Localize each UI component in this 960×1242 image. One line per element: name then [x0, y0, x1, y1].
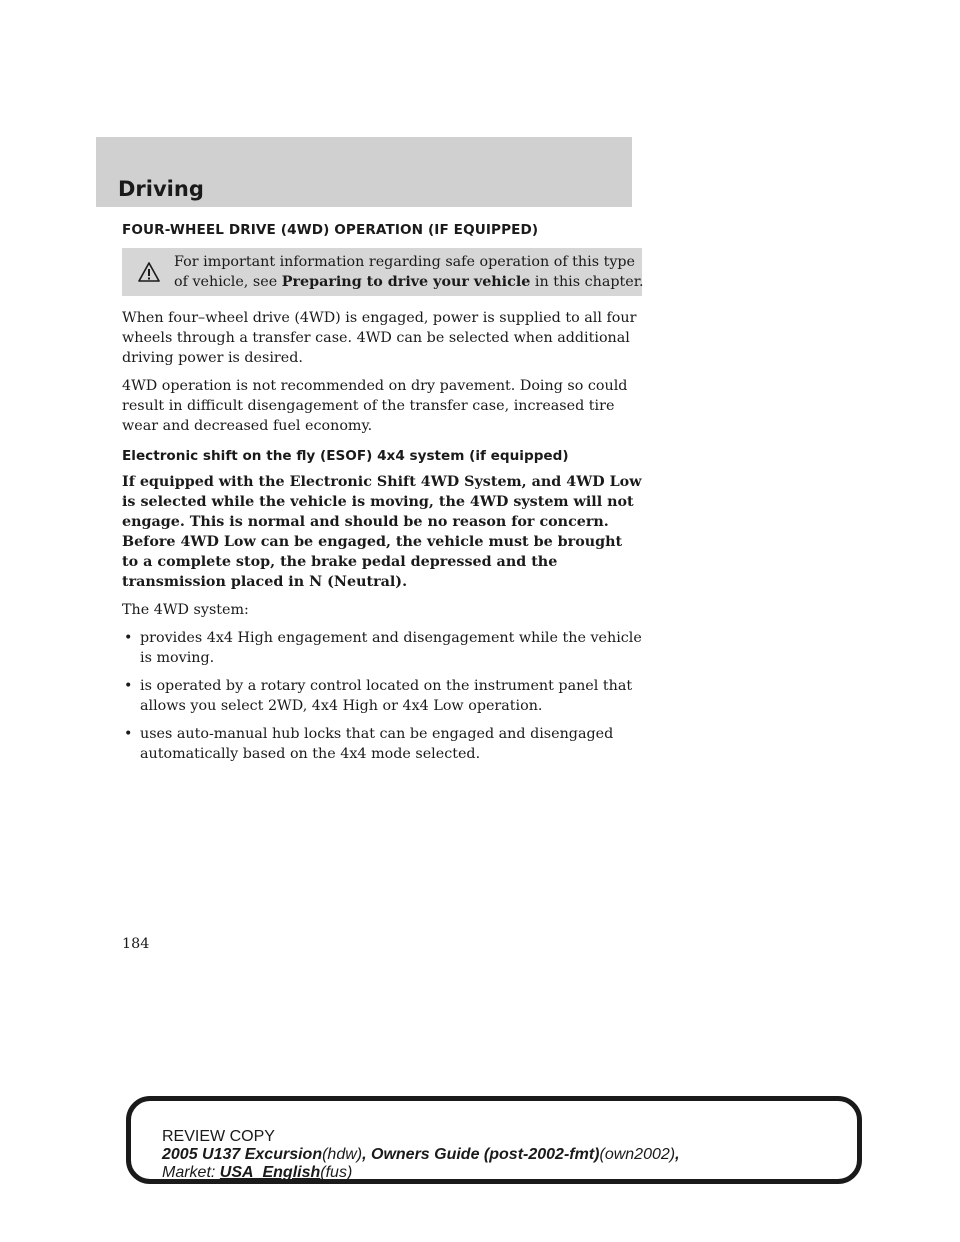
subheading-esof: Electronic shift on the fly (ESOF) 4x4 system (if equipped)	[122, 448, 569, 464]
page-heading: FOUR-WHEEL DRIVE (4WD) OPERATION (IF EQUIPPED)	[122, 222, 539, 238]
bullet-icon: •	[124, 630, 133, 646]
review-copy-label: REVIEW COPY	[162, 1128, 275, 1145]
footer-market: USA_English	[219, 1164, 321, 1181]
section-title: Driving	[118, 177, 204, 201]
footer-market-label: Market:	[162, 1164, 220, 1181]
bullet-icon: •	[124, 726, 133, 742]
review-copy-footer	[162, 1128, 680, 1182]
paragraph-esof-note: If equipped with the Electronic Shift 4WD System, and 4WD Low is selected while the vehicle is moving, the 4WD system will not engage. This is normal and should be no reason for concern. Before 4WD Low can be engaged, the vehicle must be brought to a complete stop, the brake pedal depressed and the transmission placed in N (Neutral).	[122, 474, 642, 590]
warning-triangle-icon	[138, 262, 160, 282]
footer-model: 2005 U137 Excursion	[162, 1146, 323, 1163]
footer-comma: ,	[675, 1146, 680, 1163]
list-item-text: is operated by a rotary control located on the instrument panel that allows you select 2WD, 4x4 High or 4x4 Low operation.	[140, 678, 633, 714]
footer-document-line	[162, 1146, 680, 1164]
bullet-icon: •	[124, 678, 133, 694]
section-header-band	[96, 137, 632, 207]
warning-text	[174, 252, 644, 292]
list-item	[122, 724, 642, 764]
list-intro: The 4WD system:	[122, 602, 249, 618]
footer-guide: , Owners Guide (post-2002-fmt)	[362, 1146, 600, 1163]
main-content	[122, 220, 642, 772]
list-item-text: uses auto-manual hub locks that can be engaged and disengaged automatically based on the 4x4 mode selected.	[140, 726, 614, 762]
list-item	[122, 628, 642, 668]
list-item	[122, 676, 642, 716]
warning-reference: Preparing to drive your vehicle	[281, 274, 531, 290]
feature-list	[122, 628, 642, 764]
warning-box	[122, 248, 642, 296]
paragraph-4wd-intro: When four–wheel drive (4WD) is engaged, power is supplied to all four wheels through a transfer case. 4WD can be selected when additional driving power is desired.	[122, 310, 637, 366]
page-number: 184	[122, 936, 150, 952]
paragraph-dry-pavement: 4WD operation is not recommended on dry pavement. Doing so could result in difficult disengagement of the transfer case, increased tire wear and decreased fuel economy.	[122, 378, 628, 434]
footer-market-line	[162, 1164, 680, 1182]
list-item-text: provides 4x4 High engagement and disengagement while the vehicle is moving.	[140, 630, 642, 666]
footer-market-code: (fus)	[320, 1164, 353, 1181]
warning-text-before: For important information regarding safe operation of this type of vehicle, see	[174, 254, 636, 290]
warning-text-after: in this chapter.	[530, 274, 644, 290]
footer-guide-code: (own2002)	[599, 1146, 676, 1163]
footer-model-code: (hdw)	[322, 1146, 363, 1163]
